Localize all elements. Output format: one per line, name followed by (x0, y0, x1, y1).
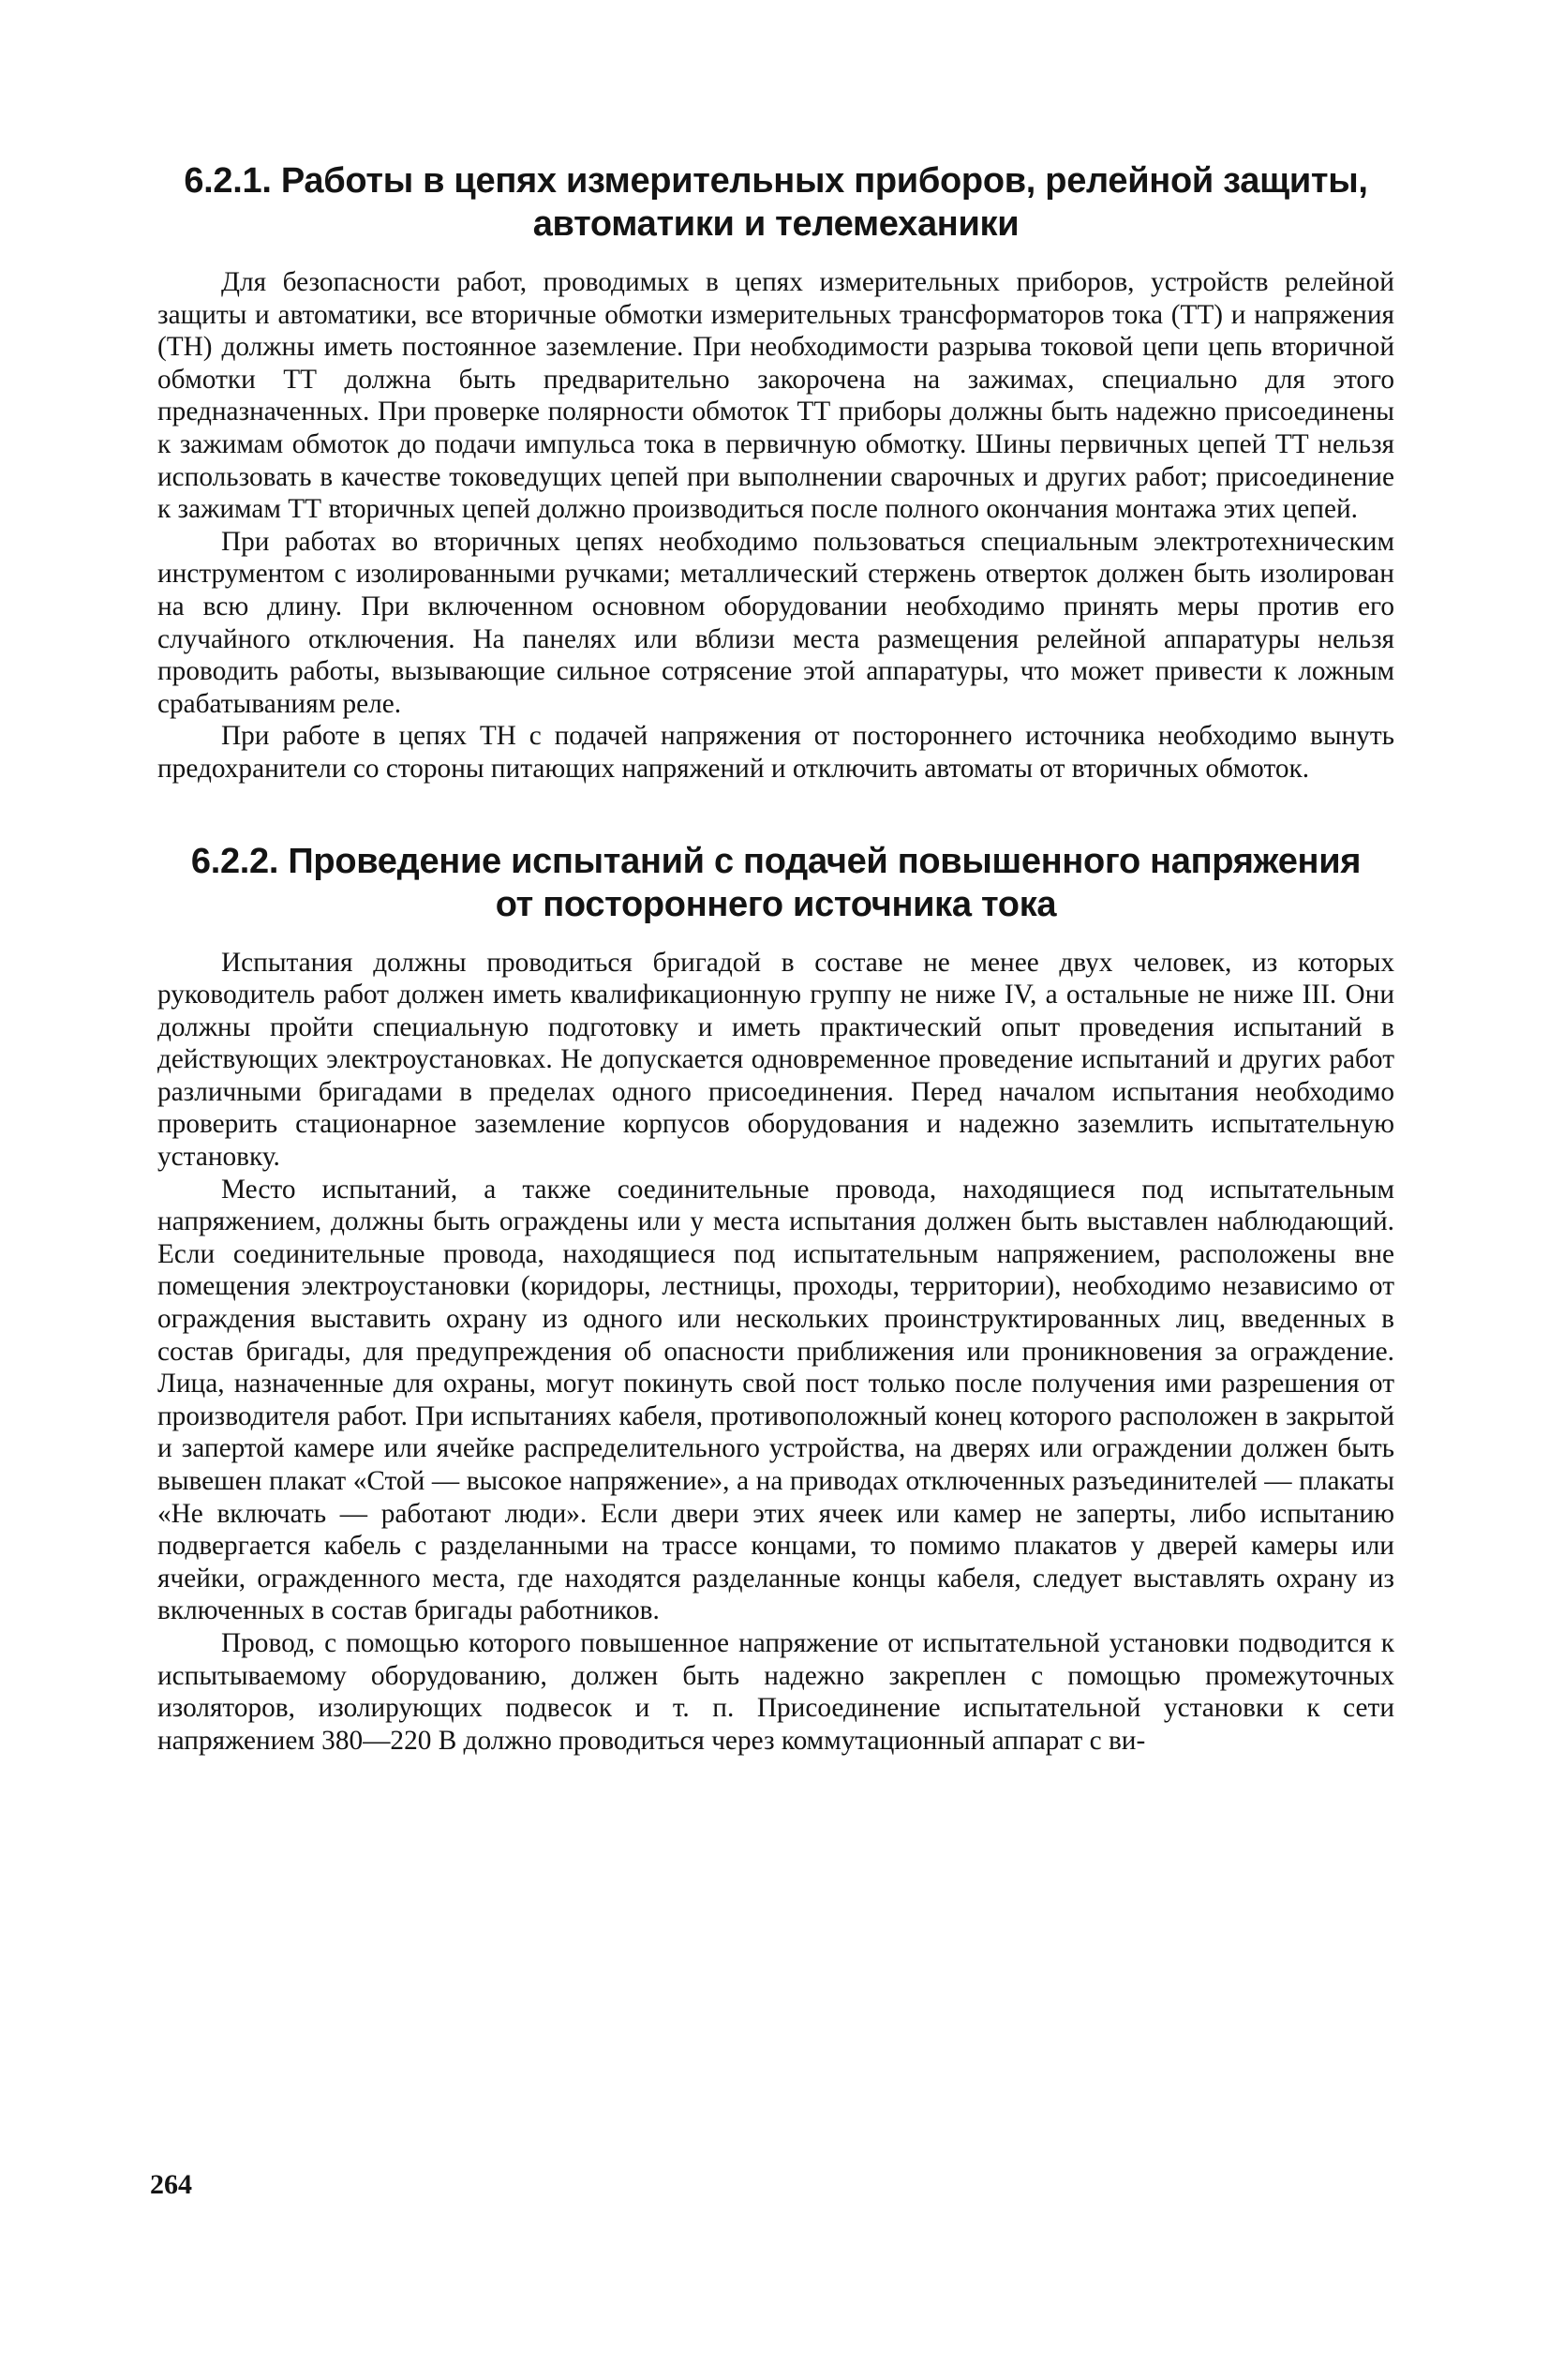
paragraph: Для безопасности работ, проводимых в цепях измерительных приборов, устройств релейной защиты и автоматики, все вторичные обмотки измерительных трансформаторов тока (ТТ) и напряжения (ТН) должны иметь постоянное заземление. При необходимости разрыва токовой цепи цепь вторичной обмотки ТТ должна быть предварительно закорочена на зажимах, специально для этого предназначенных. При проверке полярности обмоток ТТ приборы должны быть надежно присоединены к зажимам обмоток до подачи импульса тока в первичную обмотку. Шины первичных цепей ТТ нельзя использовать в качестве токоведущих цепей при выполнении сварочных и других работ; присоединение к зажимам ТТ вторичных цепей должно производиться после полного окончания монтажа этих цепей. (157, 267, 1394, 525)
section-heading-line: 6.2.2. Проведение испытаний с подачей повышенного напряжения (190, 841, 1362, 881)
section-heading-line: от постороннего источника тока (495, 884, 1057, 924)
paragraph: Место испытаний, а также соединительные провода, находящиеся под испытательным напряжением, должны быть ограждены или у места испытания должен быть выставлен наблюдающий. Если соединительные провода, находящиеся под испытательным напряжением, расположены вне помещения электроустановки (коридоры, лестницы, проходы, территории), необходимо независимо от ограждения выставить охрану из одного или нескольких проинструктированных лиц, введенных в состав бригады, для предупреждения об опасности приближения или проникновения за ограждение. Лица, назначенные для охраны, могут покинуть свой пост только после получения ими разрешения от производителя работ. При испытаниях кабеля, противоположный конец которого расположен в закрытой и запертой камере или ячейке распределительного устройства, на дверях или ограждении должен быть вывешен плакат «Стой — высокое напряжение», а на приводах отключенных разъединителей — плакаты «Не включать — работают люди». Если двери этих ячеек или камер не заперты, либо испытанию подвергается кабель с разделанными на трассе концами, то помимо плакатов у дверей камеры или ячейки, огражденного места, где находятся разделанные концы кабеля, следует выставлять охрану из включенных в состав бригады работников. (157, 1174, 1394, 1626)
paragraph: Провод, с помощью которого повышенное напряжение от испытательной установки подводится к испытываемому оборудованию, должен быть надежно закреплен с помощью промежуточных изоляторов, изолирующих подвесок и т. п. Присоединение испытательной установки к сети напряжением 380—220 В должно проводиться через коммутационный аппарат с ви- (157, 1627, 1394, 1756)
section-heading-line: 6.2.1. Работы в цепях измерительных приборов, релейной защиты, (184, 161, 1368, 201)
section-heading (157, 840, 1394, 926)
page-number: 264 (150, 2169, 192, 2200)
page-content (157, 159, 1394, 1757)
paragraph: При работах во вторичных цепях необходимо пользоваться специальным электротехническим инструментом с изолированными ручками; металлический стержень отверток должен быть изолирован на всю длину. При включенном основном оборудовании необходимо принять меры против его случайного отключения. На панелях или вблизи места размещения релейной аппаратуры нельзя проводить работы, вызывающие сильное сотрясение этой аппаратуры, что может привести к ложным срабатываниям реле. (157, 526, 1394, 719)
paragraph: При работе в цепях ТН с подачей напряжения от постороннего источника необходимо вынуть предохранители со стороны питающих напряжений и отключить автоматы от вторичных обмоток. (157, 721, 1394, 784)
section-6-2-1 (157, 159, 1394, 786)
section-heading-line: автоматики и телемеханики (532, 204, 1020, 244)
paragraph: Испытания должны проводиться бригадой в составе не менее двух человек, из которых руководитель работ должен иметь квалификационную группу не ниже IV, а остальные не ниже III. Они должны пройти специальную подготовку и иметь практический опыт проведения испытаний в действующих электроустановках. Не допускается одновременное проведение испытаний и других работ различными бригадами в пределах одного присоединения. Перед началом испытания необходимо проверить стационарное заземление корпусов оборудования и надежно заземлить испытательную установку. (157, 947, 1394, 1173)
section-6-2-2 (157, 840, 1394, 1758)
section-heading (157, 159, 1394, 246)
